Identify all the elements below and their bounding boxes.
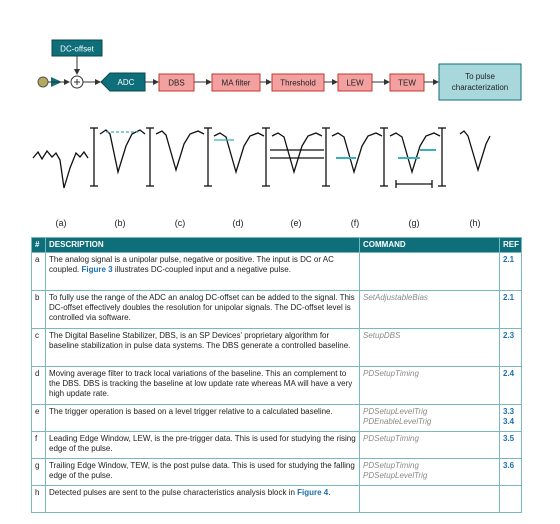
signal-chain-diagram (0, 0, 560, 232)
figure-3-link[interactable]: Figure 3 (81, 265, 113, 274)
waveform-a (33, 151, 88, 188)
row-description: Moving average filter to track local variations of the baseline. This an complement to the DBS. DBS is tracking the baseline at low update rate whereas MA will have a very high update rate. (46, 367, 360, 405)
row-ref[interactable]: 2.1 (500, 253, 522, 291)
row-command: PDSetupTiming PDSetupLevelTrig (360, 459, 500, 486)
row-command (360, 253, 500, 291)
waveform-c (156, 128, 212, 186)
waveform-e (270, 128, 330, 186)
row-command (360, 486, 500, 513)
description-table (31, 237, 522, 513)
row-command: PDSetupTiming (360, 432, 500, 459)
lew-label: LEW (346, 78, 364, 88)
panel-label-a: (a) (55, 218, 67, 228)
row-id: d (32, 367, 46, 405)
dbs-label: DBS (168, 78, 185, 88)
waveform-h (460, 131, 490, 170)
header-ref: REF (500, 238, 522, 253)
row-id: f (32, 432, 46, 459)
panel-label-c: (c) (174, 218, 186, 228)
table-row (32, 367, 522, 405)
table-row (32, 405, 522, 432)
panel-label-h: (h) (469, 218, 481, 228)
row-ref[interactable]: 3.5 (500, 432, 522, 459)
row-command: SetupDBS (360, 329, 500, 367)
table-row (32, 253, 522, 291)
row-id: b (32, 291, 46, 329)
row-ref[interactable] (500, 486, 522, 513)
row-command: PDSetupTiming (360, 367, 500, 405)
row-ref[interactable]: 3.3 3.4 (500, 405, 522, 432)
row-ref[interactable]: 3.6 (500, 459, 522, 486)
header-command: COMMAND (360, 238, 500, 253)
row-description: The trigger operation is based on a level trigger relative to a calculated baseline. (46, 405, 360, 432)
table-row (32, 459, 522, 486)
row-id: g (32, 459, 46, 486)
waveform-g (390, 128, 446, 188)
pulse-char-label-2: characterization (451, 83, 509, 92)
panel-label-b: (b) (114, 218, 126, 228)
panel-label-f: (f) (350, 218, 360, 228)
panel-label-g: (g) (408, 218, 420, 228)
table-header-row (32, 238, 522, 253)
waveform-b (90, 128, 154, 186)
panel-label-e: (e) (290, 218, 302, 228)
row-description: The analog signal is a unipolar pulse, negative or positive. The input is DC or AC coupled. Figure 3 illustrates DC-coupled input and a negative pulse. (46, 253, 360, 291)
dc-offset-label: DC-offset (60, 44, 94, 54)
table-row (32, 432, 522, 459)
table-row (32, 291, 522, 329)
row-command: SetAdjustableBias (360, 291, 500, 329)
row-id: e (32, 405, 46, 432)
row-ref[interactable]: 2.1 (500, 291, 522, 329)
row-ref[interactable]: 2.3 (500, 329, 522, 367)
row-description: Leading Edge Window, LEW, is the pre-trigger data. This is used for studying the rising edge of the pulse. (46, 432, 360, 459)
adc-label: ADC (117, 78, 135, 87)
header-num: # (32, 238, 46, 253)
threshold-label: Threshold (280, 78, 316, 88)
signal-source-icon (38, 77, 48, 87)
row-id: h (32, 486, 46, 513)
row-command: PDSetupLevelTrig PDEnableLevelTrig (360, 405, 500, 432)
row-description: To fully use the range of the ADC an analog DC-offset can be added to the signal. This DC-offset effectively doubles the resolution for unipolar signals. The DC-offset level is controlled via software. (46, 291, 360, 329)
pulse-characterization-block (439, 64, 521, 100)
panel-label-d: (d) (232, 218, 244, 228)
waveform-f (332, 128, 388, 186)
row-id: c (32, 329, 46, 367)
row-description: The Digital Baseline Stabilizer, DBS, is an SP Devices' proprietary algorithm for baseline stabilization in pulse data systems. The DBS generate a controlled baseline. (46, 329, 360, 367)
figure-4-link[interactable]: Figure 4 (297, 488, 329, 497)
row-ref[interactable]: 2.4 (500, 367, 522, 405)
table-row (32, 329, 522, 367)
pulse-char-label-1: To pulse (465, 72, 495, 81)
table-row (32, 486, 522, 513)
ma-filter-label: MA filter (221, 78, 251, 88)
header-description: DESCRIPTION (46, 238, 360, 253)
row-description: Trailing Edge Window, TEW, is the post pulse data. This is used for studying the falling edge of the pulse. (46, 459, 360, 486)
waveform-d (214, 128, 270, 186)
tew-label: TEW (398, 78, 416, 88)
row-description: Detected pulses are sent to the pulse characteristics analysis block in Figure 4. (46, 486, 360, 513)
row-id: a (32, 253, 46, 291)
